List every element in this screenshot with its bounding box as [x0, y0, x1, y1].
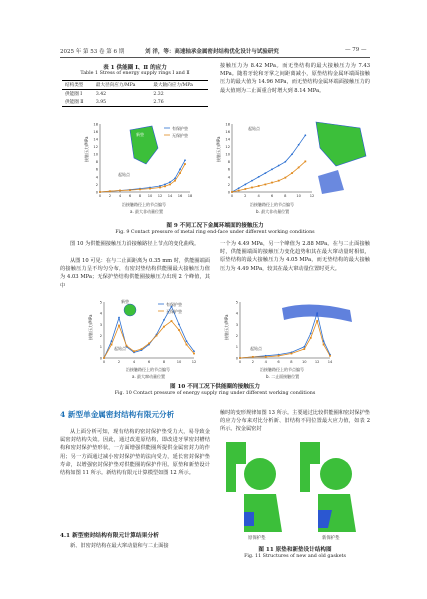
fig9a-y-tick-label: 0 — [95, 190, 98, 195]
fig9a-point — [159, 187, 161, 189]
fig11-caption-cn: 图 11 原垫和新垫设计结构图 — [258, 547, 332, 553]
fig9a-point — [184, 159, 186, 161]
fig10a-x-tick-label: 10 — [176, 360, 182, 364]
fig9b-point — [304, 161, 306, 163]
fig9b-point — [231, 191, 233, 193]
fig10a-x-tick-label: 12 — [191, 360, 197, 364]
fig10a-x-tick-label: 0 — [102, 360, 106, 364]
fig10a-legend-without: 无保护垫 — [166, 309, 182, 314]
fig10b-sub: b. 二止面接触位置 — [266, 374, 300, 379]
fig9a-point — [179, 168, 181, 170]
fig9b-point — [251, 187, 253, 189]
fig10a-point — [163, 319, 165, 321]
fig9a-x-tick-label: 4 — [118, 194, 122, 198]
fig10b-point — [310, 332, 312, 334]
section-4-title: 4 新型单金属密封结构有限元分析 — [60, 410, 175, 419]
fig9b-fem-inset-detail — [318, 170, 344, 194]
fig10a-point — [156, 335, 158, 337]
fig9b-y-tick-label: 6 — [227, 167, 230, 172]
fig9a-x-tick-label: 8 — [138, 194, 142, 198]
fig9a-point — [164, 184, 166, 186]
fig10b-y-tick-label: 1 — [235, 345, 238, 350]
fig9b-y-tick-label: 0 — [227, 190, 230, 195]
table1-cell: 3.95 — [93, 98, 151, 107]
fig10a-fem-ring — [124, 304, 136, 316]
table1 — [62, 80, 208, 107]
fig11-old-gasket — [226, 442, 282, 532]
table1-title-cn: 表 1 供能圈 Ⅰ、Ⅱ 的应力 — [103, 65, 167, 71]
fig9a-y-tick-label: 10 — [93, 152, 98, 157]
table1-row — [62, 90, 208, 99]
fig10-panel-b — [223, 300, 352, 379]
fig9b-point — [298, 144, 300, 146]
fig9a-x-tick-label: 18 — [187, 194, 193, 198]
fig10b-fem-band — [282, 304, 352, 322]
fig11-new-housing — [300, 442, 320, 492]
fig10a-y-tick-label: 0 — [99, 356, 102, 361]
fig9b-y-tick-label: 10 — [225, 152, 230, 157]
fig10b-point — [252, 356, 254, 358]
header-rule — [60, 57, 370, 58]
fig9a-ylabel: 接触压力/MPa — [84, 136, 89, 162]
fig9a-sub: a. 最大非动量位置 — [130, 209, 163, 214]
fig10b-y-tick-label: 5 — [235, 300, 238, 305]
fig9b-point — [271, 168, 273, 170]
fig9b-y-tick-label: 18 — [225, 122, 230, 127]
fig10a-label-new: 新垫 — [121, 299, 129, 304]
fig9a-y-tick-label: 14 — [93, 137, 98, 142]
header-page: — 79 — — [345, 47, 367, 53]
fig10b-xlabel: 沿接触路径上的节点编号 — [260, 367, 304, 372]
table1-header: 最大径向应力/MPa — [95, 83, 136, 88]
fig10b-y-tick-label: 3 — [235, 322, 238, 327]
right-paragraph-2: 一个为 4.49 MPa，另一个峰值为 2.88 MPa。在与二止面接触时，供能圈端面的接触压力变化趋势和其在最大窜动量时相似，原垫结构的最大接触压力为 4.05 MPa，而无垫结构的最大接触压力为 4.49 MPa，较其在最大窜动量位置时更大。 — [220, 241, 370, 272]
fig10b-x-tick-label: 8 — [290, 360, 293, 364]
fig9b-point — [264, 184, 266, 186]
section-4-1-title: 4.1 新型密封结构有限元计算结果分析 — [60, 533, 160, 539]
table1-header: 最大轴向应力/MPa — [153, 83, 193, 88]
table1-cell: 3.42 — [95, 91, 107, 97]
fig10b-x-tick-label: 4 — [264, 360, 267, 364]
fig10a-point — [133, 350, 135, 352]
fig10a-x-tick-label: 4 — [132, 360, 136, 364]
fig9b-point — [264, 172, 266, 174]
fig10b-series-with-line — [240, 313, 330, 358]
table1-cell: 2.76 — [150, 98, 208, 107]
fig9a-xlabel: 沿接触路径上的节点编号 — [122, 202, 166, 207]
fig9-panel-b — [215, 122, 366, 214]
fig9a-y-tick-label: 6 — [95, 167, 98, 172]
fig9a-point — [174, 180, 176, 182]
fig9a-series-without-line — [100, 164, 185, 192]
fig10a-y-tick-label: 1 — [99, 345, 102, 350]
fig9b-point — [291, 153, 293, 155]
table1-header-row — [62, 81, 208, 90]
fig10b-label-start: 起始点 — [250, 346, 262, 351]
fig10b-point — [310, 337, 312, 339]
table1-cell: 2.32 — [153, 91, 164, 97]
header-issue: 2025 年 第 53 卷 第 6 期 — [60, 49, 125, 55]
fig9a-point — [164, 185, 166, 187]
fig10a-point — [148, 343, 150, 345]
fig10a-point — [103, 357, 105, 359]
fig9a-y-tick-label: 18 — [93, 122, 98, 127]
fig11-old-housing — [226, 442, 246, 492]
fig10b-ylabel: 接触压力/MPa — [224, 314, 229, 340]
figure-9 — [60, 116, 370, 220]
fig9b-point — [291, 172, 293, 174]
fig10b-x-tick-label: 2 — [251, 360, 255, 364]
fig9b-point — [278, 180, 280, 182]
fig9a-y-tick-label: 16 — [93, 129, 98, 134]
fig10a-y-tick-label: 3 — [99, 322, 102, 327]
fig9a-x-tick-label: 12 — [157, 194, 163, 198]
figure-11 — [222, 438, 368, 540]
fig10a-point — [141, 348, 143, 350]
fig10a-sub: a. 最大窜动量位置 — [132, 374, 165, 379]
fig9a-point — [184, 163, 186, 165]
fig11-old-pad — [244, 512, 254, 526]
fig9b-y-tick-label: 12 — [225, 145, 230, 150]
fig10a-series-without-line — [104, 321, 194, 358]
fig9b-point — [284, 177, 286, 179]
fig9b-point — [258, 185, 260, 187]
fig11-new-ring — [320, 458, 352, 490]
fig10b-point — [278, 355, 280, 357]
fig9b-label-start: 起始点 — [248, 126, 260, 131]
fig10a-y-tick-label: 2 — [99, 334, 102, 338]
right-paragraph-1: 接触压力为 8.42 MPa。而无垫结构的最大接触压力为 7.43 MPa。随着牙轮和牙掌之间距离减小，原垫结构金属环端面接触压力的最大值为 14.96 MPa，而无垫结构金属环端面接触压力的最大值则为二止面重合时增大到 8.14 MPa。 — [220, 63, 370, 94]
fig9a-y-tick-label: 8 — [95, 160, 98, 165]
fig9a-point — [169, 184, 171, 186]
fig9b-xlabel: 沿接触路径上的节点编号 — [250, 202, 294, 207]
fig9b-point — [251, 180, 253, 182]
fig10a-point — [171, 320, 173, 322]
fig9b-y-tick-label: 14 — [225, 137, 230, 142]
table1-title-en: Table 1 Stress of energy supply rings Ⅰ and Ⅱ — [80, 71, 190, 76]
fig10b-point — [329, 355, 331, 357]
fig10a-point — [178, 324, 180, 326]
fig9b-x-tick-label: 10 — [296, 194, 301, 198]
fig10b-point — [291, 353, 293, 355]
fig10b-point — [323, 344, 325, 346]
left-paragraph-2: 图 10 为供能圈接触压力沿接触路径上节点的变化曲线。 — [70, 241, 200, 247]
fig11-new-gasket — [300, 442, 356, 532]
fig9b-x-tick-label: 2 — [244, 194, 247, 198]
fig9b-y-tick-label: 8 — [227, 160, 230, 165]
fig10a-point — [193, 353, 195, 355]
fig10b-point — [239, 357, 241, 359]
fig9a-point — [169, 181, 171, 183]
fig9b-point — [304, 134, 306, 136]
fig9a-y-tick-label: 2 — [95, 182, 98, 187]
fig9-panel-a — [83, 122, 193, 214]
fig9a-label-start: 起始点 — [118, 172, 130, 177]
fig9b-x-tick-label: 4 — [257, 194, 260, 198]
fig10a-legend-with: 有保护垫 — [166, 302, 182, 307]
fig9b-y-tick-label: 4 — [227, 175, 230, 180]
fig9b-point — [238, 187, 240, 189]
table1-header: 结构类型 — [65, 83, 84, 88]
fig10a-x-tick-label: 6 — [147, 360, 151, 364]
fig9b-x-tick-label: 8 — [284, 194, 287, 198]
fig9a-point — [179, 172, 181, 174]
fig10a-y-tick-label: 5 — [99, 300, 102, 305]
fig9b-y-tick-label: 16 — [225, 129, 230, 134]
fig9b-point — [244, 184, 246, 186]
fig10b-point — [316, 320, 318, 322]
table1-cell: 供能圈 Ⅰ — [65, 92, 83, 97]
fig9-caption-en: Fig. 9 Contact pressure of metal ring end-face under different working conditions — [115, 230, 315, 235]
fig10a-x-tick-label: 8 — [162, 360, 166, 364]
table1-cell: 供能圈 Ⅱ — [62, 98, 93, 107]
fig10-caption-cn: 图 10 不同工况下供能圈的接触压力 — [170, 384, 260, 390]
fig9b-point — [271, 182, 273, 184]
fig10b-x-tick-label: 6 — [277, 360, 280, 364]
fig9b-point — [298, 167, 300, 169]
fig10a-point — [186, 344, 188, 346]
fig10b-point — [303, 346, 305, 348]
fig9b-point — [278, 165, 280, 167]
fig11-label-new: 新保护垫 — [322, 536, 340, 540]
right-paragraph-3: 触时的变形规律如图 13 所示。主要通过比较供能圈和密封保护垫的应力分布来对比分析新、旧结构不同位置最大应力值，如表 2 所示。按金属密封 — [220, 410, 370, 433]
fig9b-ylabel: 接触压力/MPa — [216, 136, 221, 162]
fig9a-point — [99, 191, 101, 193]
fig10a-x-tick-label: 2 — [117, 360, 121, 364]
fig10b-point — [265, 356, 267, 358]
fig9a-x-tick-label: 10 — [147, 194, 153, 198]
fig9a-y-tick-label: 4 — [95, 175, 98, 180]
left-paragraph-3: 从图 10 可见：在与二止面距离为 0.35 mm 时，供能圈端面的接触压力呈不均匀分布，有密封垫结构供能圈最大接触压力值为 4.03 MPa；无保护垫结构供能圈接触压力出现 2 个峰值，其中 — [60, 258, 210, 289]
fig10a-xlabel: 沿接触路径上的节点编号 — [126, 367, 170, 372]
fig9a-label-new: 新垫 — [136, 132, 144, 137]
fig9b-point — [258, 176, 260, 178]
header-title: 刘 洋，等：高速轴承金属密封结构优化设计与试验研究 — [145, 49, 279, 55]
fig10a-label-start: 起始点 — [114, 346, 126, 351]
fig9a-x-tick-label: 16 — [177, 194, 183, 198]
fig9a-fem-inset — [130, 126, 158, 164]
fig9b-x-tick-label: 12 — [309, 194, 315, 198]
fig9b-x-tick-label: 6 — [270, 194, 274, 198]
fig9-caption-cn: 图 9 不同工况下金属环端面的接触压力 — [166, 223, 264, 229]
fig9b-y-tick-label: 2 — [227, 182, 230, 187]
fig9b-point — [284, 161, 286, 163]
fig10b-y-tick-label: 0 — [235, 356, 238, 361]
fig10a-point — [163, 326, 165, 328]
fig10a-point — [118, 317, 120, 319]
fig11-caption-en: Fig. 11 Structures of new and old gaskets — [244, 554, 346, 559]
fig10b-y-tick-label: 4 — [235, 311, 238, 316]
fig9b-x-tick-label: 0 — [230, 194, 234, 198]
fig9a-legend-with: 有保护垫 — [172, 126, 188, 131]
fig9b-series-without-line — [232, 161, 305, 192]
section-4-1-paragraph: 新、旧密封结构在最大窜动量和与二止面接 — [70, 543, 169, 549]
fig10-panel-a — [87, 298, 196, 379]
fig9b-sub: b. 最大非动量位置 — [256, 209, 290, 214]
fig9a-x-tick-label: 0 — [98, 194, 102, 198]
fig10a-point — [186, 340, 188, 342]
section-4-paragraph: 从上面分析可知，现有结构的密封保护垫受力大，易导致金属密封结构失效。因此，通过改进原结构，即改进牙掌密封槽结构和密封保护垫形状，一方面增强供能圈所提供金属密封力的作用；另一方面通过减小密封保护垫的法向受力，延长密封保护垫寿命，以增强密封保护垫对供能圈的保护作用。原垫和新垫设计结构如图 11 所示。新结构有限元计算模型如图 12 所示。 — [60, 429, 210, 477]
table1-row — [62, 98, 208, 107]
fig10a-point — [178, 329, 180, 331]
fig9a-x-tick-label: 14 — [167, 194, 173, 198]
fig9a-x-tick-label: 2 — [108, 194, 112, 198]
fig9a-point — [129, 189, 131, 191]
figure-10 — [60, 296, 370, 382]
fig9a-x-tick-label: 6 — [128, 194, 132, 198]
fig9a-y-tick-label: 12 — [93, 145, 98, 150]
fig9a-point — [174, 178, 176, 180]
fig10a-point — [193, 350, 195, 352]
fig11-old-ring — [244, 458, 276, 490]
fig10b-x-tick-label: 0 — [238, 360, 242, 364]
fig10b-series-without-line — [240, 321, 330, 358]
fig10b-x-tick-label: 14 — [327, 360, 333, 364]
fig10a-point — [111, 340, 113, 342]
fig9a-point — [119, 190, 121, 192]
fig10b-point — [303, 348, 305, 350]
fig11-label-old: 原保护垫 — [248, 536, 266, 540]
fig9a-point — [109, 190, 111, 192]
fig10b-x-tick-label: 10 — [301, 360, 307, 364]
fig10b-y-tick-label: 2 — [235, 334, 238, 338]
fig10a-point — [111, 344, 113, 346]
fig9a-point — [139, 188, 141, 190]
fig10b-x-tick-label: 12 — [314, 360, 320, 364]
fig9b-point — [244, 188, 246, 190]
fig10b-point — [323, 340, 325, 342]
fig10a-y-tick-label: 4 — [99, 311, 102, 316]
fig9a-series-with-line — [100, 160, 185, 192]
fig10a-point — [118, 325, 120, 327]
fig9b-fem-inset — [316, 122, 366, 166]
fig9a-point — [149, 188, 151, 190]
fig10a-ylabel: 接触压力/MPa — [88, 314, 93, 340]
fig9a-legend-without: 无保护垫 — [172, 133, 188, 138]
fig9b-point — [238, 190, 240, 192]
fig10-caption-en: Fig. 10 Contact pressure of energy supply ring under different working conditions — [114, 391, 316, 396]
